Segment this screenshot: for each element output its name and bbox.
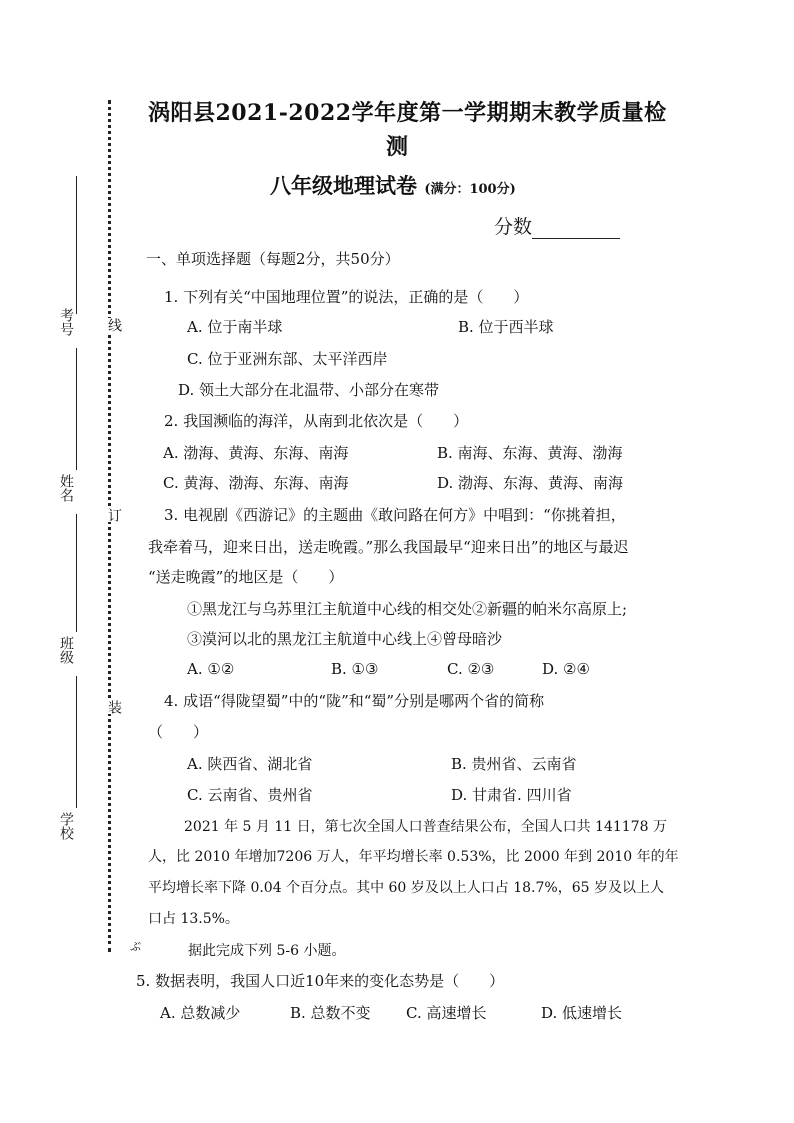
binding-line-4 (76, 676, 77, 808)
q4-paren: （ ） (148, 723, 209, 741)
q3-item-line2: ③漠河以北的黑龙江主航道中心线上④曾母暗沙 (187, 630, 503, 648)
q4-option-b: B. 贵州省、云南省 (451, 755, 577, 773)
q3-option-b: B. ①③ (331, 660, 379, 678)
q3-option-a: A. ①② (187, 660, 235, 678)
passage-line5: 据此完成下列 5-6 小题。 (188, 943, 346, 959)
passage-line3: 平均增长率下降 0.04 个百分点。其中 60 岁及以上人口占 18.7%，65 岁及以上人 (148, 880, 664, 896)
label-xingming: 姓名 (58, 474, 74, 502)
subtitle-text: 八年级地理试卷 (270, 173, 417, 198)
q1-option-b: B. 位于西半球 (458, 318, 554, 336)
passage-line2: 人，比 2010 年增加7206 万人，年平均增长率 0.53%，比 2000 年到 2010 年的年 (148, 849, 679, 865)
q3-option-c: C. ②③ (447, 660, 495, 678)
subtitle (270, 170, 516, 200)
cut-line (108, 100, 111, 952)
q3-option-d: D. ②④ (542, 660, 590, 678)
label-xian: 线 (106, 318, 122, 332)
score-label: 分数 (494, 216, 533, 238)
title-line2: 测 (386, 134, 409, 160)
q3-stem-line1: 3. 电视剧《西游记》的主题曲《敢问路在何方》中唱到：“你挑着担， (164, 506, 626, 524)
label-kaohao: 考号 (58, 308, 74, 336)
q2-option-d: D. 渤海、东海、黄海、南海 (437, 474, 624, 492)
passage-line4: 口占 13.5%。 (148, 911, 239, 927)
q5-option-b: B. 总数不变 (290, 1004, 371, 1022)
q1-option-a: A. 位于南半球 (187, 318, 283, 336)
full-score: (满分：100分) (424, 182, 516, 197)
q4-option-c: C. 云南省、贵州省 (187, 786, 313, 804)
q1-option-c: C. 位于亚洲东部、太平洋西岸 (187, 350, 388, 368)
q4-option-a: A. 陕西省、湖北省 (187, 755, 313, 773)
label-zhuang: 装 (106, 700, 122, 714)
q3-stem-line2: 我牵着马，迎来日出，送走晚霞。”那么我国最早“迎来日出”的地区与最迟 (148, 538, 629, 556)
q2-option-b: B. 南海、东海、黄海、渤海 (437, 444, 623, 462)
q5-option-c: C. 高速增长 (406, 1004, 487, 1022)
section1-heading: 一、单项选择题（每题2分，共50分） (146, 250, 400, 268)
q4-stem: 4. 成语“得陇望蜀”中的“陇”和“蜀”分别是哪两个省的简称 (164, 692, 545, 710)
label-xuexiao: 学校 (58, 812, 74, 840)
title-line1: 涡阳县2021-2022学年度第一学期期末教学质量检 (148, 100, 667, 126)
label-banji: 班级 (58, 636, 74, 664)
q1-option-d: D. 领土大部分在北温带、小部分在寒带 (178, 381, 440, 399)
stray-mark: ぶ (130, 940, 141, 953)
q5-stem: 5. 数据表明，我国人口近10年来的变化态势是（ ） (136, 972, 505, 990)
binding-line-top (76, 176, 77, 314)
q2-option-a: A. 渤海、黄海、东海、南海 (163, 444, 349, 462)
q2-stem: 2. 我国濒临的海洋，从南到北依次是（ ） (164, 412, 469, 430)
q2-option-c: C. 黄海、渤海、东海、南海 (163, 474, 349, 492)
q3-stem-line3: “送走晚霞”的地区是（ ） (148, 568, 344, 586)
q4-option-d: D. 甘肃省. 四川省 (451, 786, 572, 804)
score-blank[interactable] (532, 220, 620, 239)
passage-line1: 2021 年 5 月 11 日，第七次全国人口普查结果公布，全国人口共 141178 万 (184, 819, 667, 835)
q5-option-a: A. 总数减少 (160, 1004, 241, 1022)
binding-line-3 (76, 514, 77, 632)
score-box (494, 212, 620, 239)
label-ding: 订 (106, 508, 122, 522)
q1-stem: 1. 下列有关“中国地理位置”的说法，正确的是（ ） (164, 288, 529, 306)
binding-line-2 (76, 348, 77, 470)
q5-option-d: D. 低速增长 (541, 1004, 623, 1022)
q3-item-line1: ①黑龙江与乌苏里江主航道中心线的相交处②新疆的帕米尔高原上; (187, 600, 628, 618)
